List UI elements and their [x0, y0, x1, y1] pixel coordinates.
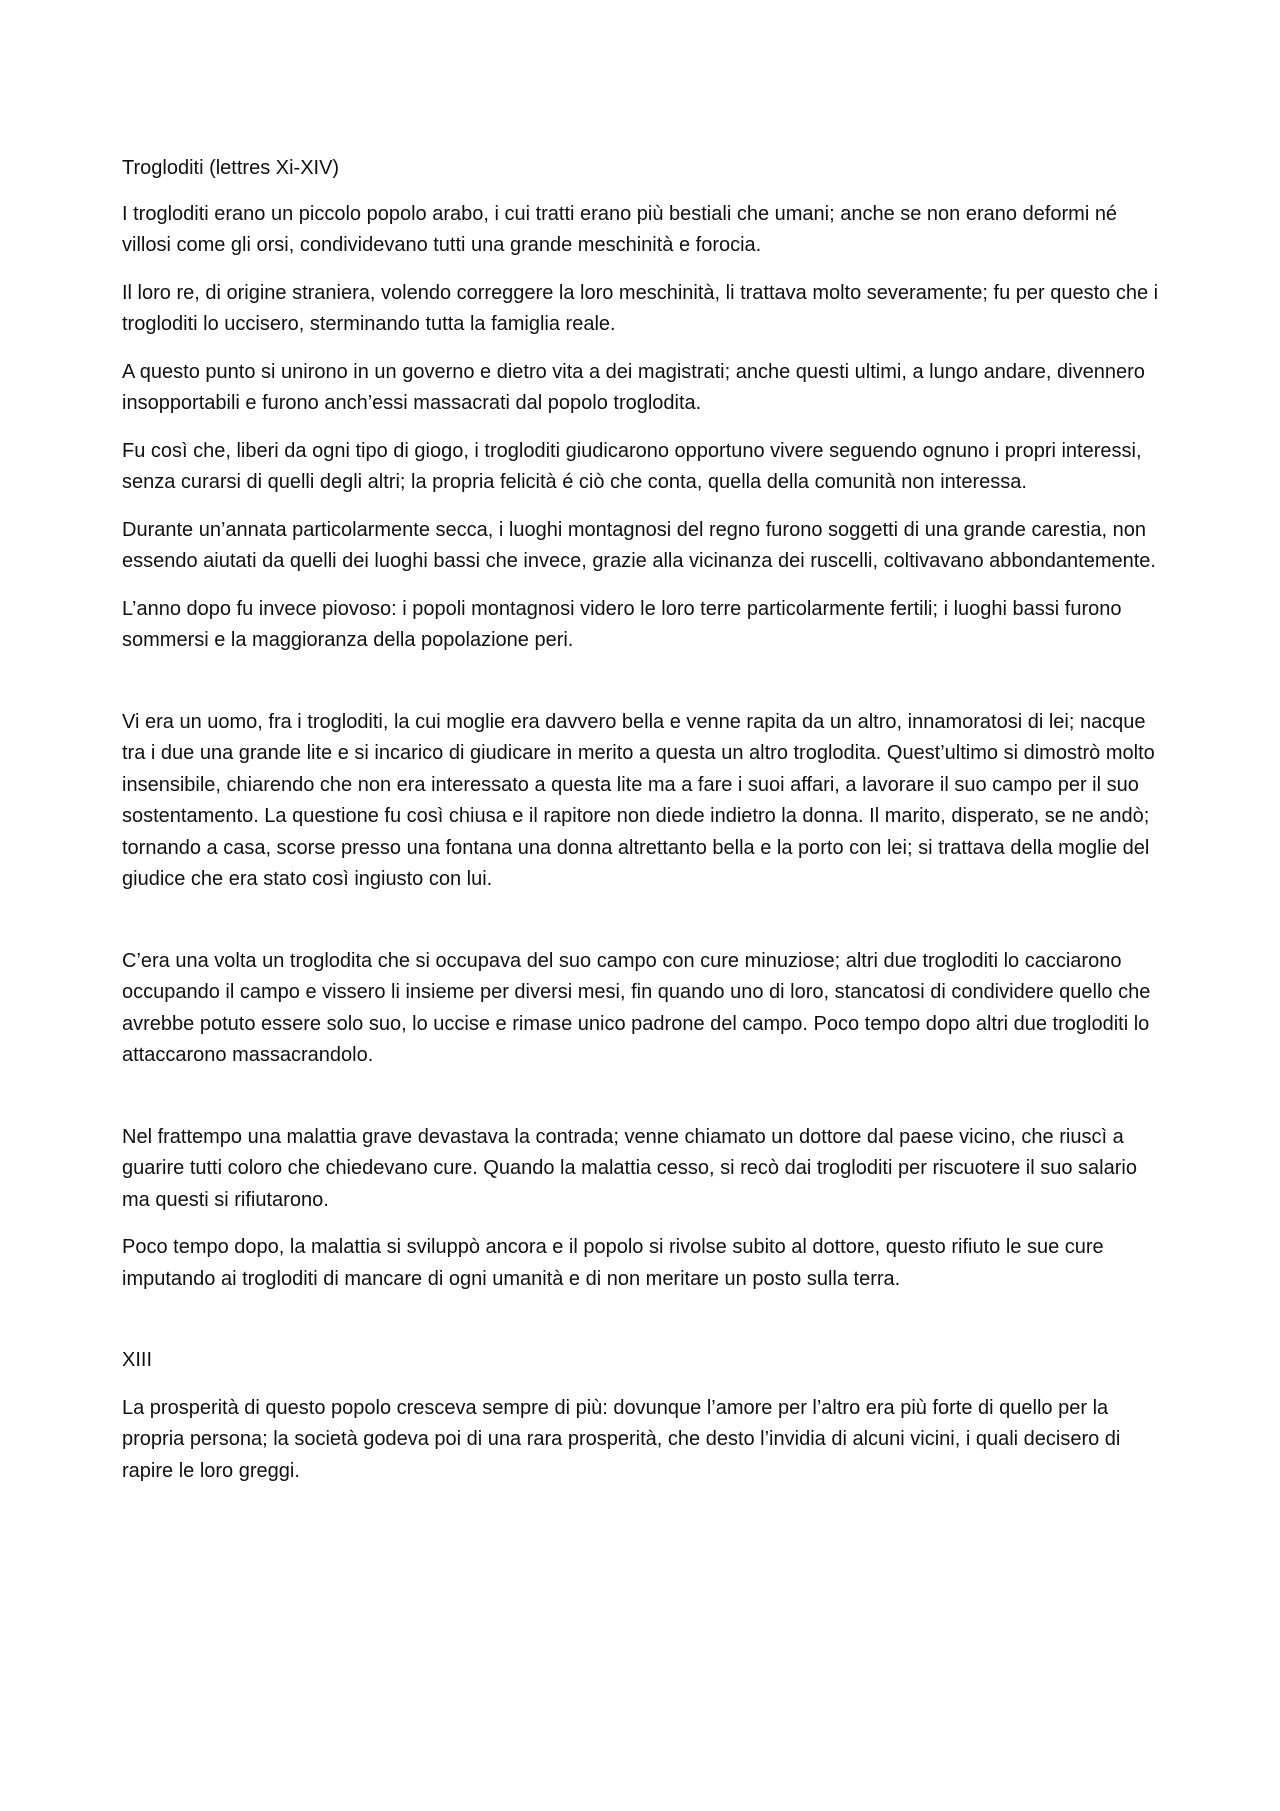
- paragraph: La prosperità di questo popolo cresceva sempre di più: dovunque l’amore per l’altro era più forte di quello per la propria persona; la società godeva poi di una rara prosperità, che desto l’invidia di alcuni vicini, i quali decisero di rapire le loro greggi.: [122, 1396, 1121, 1482]
- paragraph: L’anno dopo fu invece piovoso: i popoli montagnosi videro le loro terre particolarmente fertili; i luoghi bassi furono sommersi e la maggioranza della popolazione peri.: [122, 597, 1122, 651]
- paragraph: C’era una volta un troglodita che si occupava del suo campo con cure minuziose; altri due trogloditi lo cacciarono occupando il campo e vissero li insieme per diversi mesi, fin quando uno di loro, stancatosi di condividere quello che avrebbe potuto essere solo suo, lo uccise e rimase unico padrone del campo. Poco tempo dopo altri due trogloditi lo attaccarono massacrandolo.: [122, 949, 1151, 1066]
- document-title: Trogloditi (lettres Xi-XIV): [122, 157, 340, 179]
- paragraph: A questo punto si unirono in un governo e dietro vita a dei magistrati; anche questi ultimi, a lungo andare, divennero insopportabili e furono anch’essi massacrati dal popolo troglodita.: [122, 360, 1145, 414]
- section-heading: XIII: [122, 1349, 153, 1371]
- blank-line: [122, 673, 1162, 707]
- paragraph: Fu così che, liberi da ogni tipo di giogo, i trogloditi giudicarono opportuno vivere seguendo ognuno i propri interessi, senza curarsi di quelli degli altri; la propria felicità é ciò che conta, quella della comunità non interessa.: [122, 439, 1142, 493]
- paragraph: I trogloditi erano un piccolo popolo arabo, i cui tratti erano più bestiali che umani; anche se non erano deformi né villosi come gli orsi, condividevano tutti una grande meschinità e forocia.: [122, 202, 1118, 256]
- blank-line: [122, 1088, 1162, 1122]
- paragraph: Durante un’annata particolarmente secca, i luoghi montagnosi del regno furono soggetti di una grande carestia, non essendo aiutati da quelli dei luoghi bassi che invece, grazie alla vicinanza dei ruscelli, coltivavano abbondantemente.: [122, 518, 1156, 572]
- blank-line: [122, 912, 1162, 946]
- paragraph: Il loro re, di origine straniera, volendo correggere la loro meschinità, li trattava molto severamente; fu per questo che i trogloditi lo uccisero, sterminando tutta la famiglia reale.: [122, 281, 1159, 335]
- paragraph: Poco tempo dopo, la malattia si sviluppò ancora e il popolo si rivolse subito al dottore, questo rifiuto le sue cure imputando ai trogloditi di mancare di ogni umanità e di non meritare un posto sulla terra.: [122, 1236, 1104, 1290]
- blank-line: [122, 1311, 1162, 1345]
- paragraph: Nel frattempo una malattia grave devastava la contrada; venne chiamato un dottore dal paese vicino, che riuscì a guarire tutti coloro che chiedevano cure. Quando la malattia cesso, si recò dai trogloditi per riscuotere il suo salario ma questi si rifiutarono.: [122, 1125, 1137, 1211]
- document-body: [122, 153, 1162, 1503]
- paragraph: Vi era un uomo, fra i trogloditi, la cui moglie era davvero bella e venne rapita da un altro, innamoratosi di lei; nacque tra i due una grande lite e si incarico di giudicare in merito a questa un altro troglodita. Quest’ultimo si dimostrò molto insensibile, chiarendo che non era interessato a questa lite ma a fare i suoi affari, a lavorare il suo campo per il suo sostentamento. La questione fu così chiusa e il rapitore non diede indietro la donna. Il marito, disperato, se ne andò; tornando a casa, scorse presso una fontana una donna altrettanto bella e la porto con lei; si trattava della moglie del giudice che era stato così ingiusto con lui.: [122, 710, 1155, 890]
